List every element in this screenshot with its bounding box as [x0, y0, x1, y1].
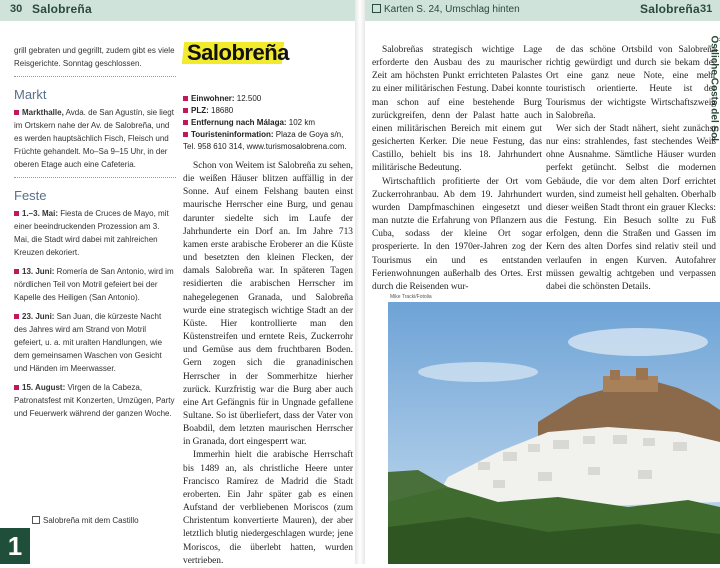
feste-list: [14, 207, 176, 420]
chapter-side-tab: Östliche Costa del Sol: [708, 35, 720, 142]
chapter-marker: 1: [0, 528, 30, 564]
bullet-icon: [183, 120, 188, 125]
page-gutter: [355, 0, 365, 564]
markt-list: [14, 106, 176, 171]
photo-caption: Salobreña mit dem Castillo: [32, 516, 139, 525]
fact-row: PLZ: 18680: [183, 105, 353, 117]
body-paragraph: de das schöne Ortsbild von Salobreña richtig gewürdigt und durch sie bekam der Ort eine ganz neue Note, eine mehr touristisch orientierte. Heute ist der Tourismus der wichtigste Wirtschaftszweig in Salobreña.: [546, 45, 716, 121]
intro-snippet: grill gebraten und gegrillt, zudem gibt es viele Reisgerichte. Sonntag geschlossen.: [14, 46, 175, 68]
markt-heading: Markt: [14, 87, 47, 102]
feste-item: 23. Juni: San Juan, die kürzeste Nacht des Jahres wird am Strand von Motril gefeiert, u. a. mit uralten Handlungen, wie dem gemeinsamen Waschen von Gesicht und Händen im Meerwasser.: [14, 312, 163, 373]
bullet-icon: [14, 110, 19, 115]
bullet-icon: [14, 269, 19, 274]
salobrena-photo: [388, 302, 720, 564]
bullet-icon: [183, 132, 188, 137]
body-paragraph: Schon von Weitem ist Salobreña zu sehen, die weißen Häuser blitzen auffällig in der Sonne. Auf einem Felshang bauten einst maurische Herrscher eine Burg, und genau darunter siedelte sich im Laufe der Jahrhunderte ein Dorf an. Im Jahre 713 kamen erste arabische Eroberer an die Küste und besetzten den kleinen Flecken, der damals Salobreña war. In späteren Tagen residierten die arabischen Herrscher im nahegelegenen Granada, und Salobreña wurde eine strategisch wichtige Stadt an der Küste. Hier kontrollierte man den Küstenstreifen und erntete Reis, Zuckerrohr und Gemüse aus dem fruchtbaren Boden. Gern zogen sich die granadinischen Herrscher in der Sommerhitze hierher zurück. Kurzfristig war die Burg aber auch eine Art Gefängnis für in Ungnade gefallene Sultane. So ist überliefert, dass der Vater von Boabdil, dem letzten maurischen Herrscher in Granada, dort eingesperrt war.: [183, 161, 353, 448]
bullet-icon: [183, 108, 188, 113]
divider: [14, 76, 176, 77]
map-reference: Karten S. 24, Umschlag hinten: [372, 4, 520, 15]
photo-icon: [32, 516, 40, 524]
photo-illustration: [388, 302, 720, 564]
body-column-3: [372, 44, 542, 294]
right-running-title: Salobreña: [640, 2, 700, 16]
fact-row: Touristeninformation: Plaza de Goya s/n, Tel. 958 610 314, www.turismosalobrena.com.: [183, 130, 347, 151]
destination-facts: [183, 93, 353, 153]
feste-item: 13. Juni: Romería de San Antonio, wird im nördlichen Teil von Motril gefeiert bei der Kapelle des Heiligen (San Antonio).: [14, 267, 174, 302]
body-column-2: [183, 160, 353, 568]
feste-item: 15. August: Virgen de la Cabeza, Patronatsfest mit Konzerten, Umzügen, Party und Feuerwerk während der ganzen Woche.: [14, 383, 175, 418]
destination-heading: [183, 40, 353, 68]
feste-heading: Feste: [14, 188, 47, 203]
info-sidebar: [14, 44, 176, 426]
feste-item: 1.–3. Mai: Fiesta de Cruces de Mayo, mit einer beeindruckenden Prozession am 3. Mai, die Stadt wird dabei mit zahlreichen Kreuzen dekoriert.: [14, 209, 169, 257]
left-running-title: Salobreña: [32, 2, 92, 16]
bullet-icon: [183, 96, 188, 101]
body-paragraph: Salobreñas strategisch wichtige Lage erforderte den Ausbau des zu maurischer Zeit am höchsten Punkt errichteten Palastes zu einer militärischen Festung. Dabei konnte man schon auf eine bestehende Burg zurückgreifen, denn der Palast hatte auch einen militärischen Bereich mit einem gut gesicherten Kerker. Die neue Festung, das Castillo, behielt bis ins 18. Jahrhundert militärische Bedeutung.: [372, 45, 542, 174]
fact-row: Einwohner: 12.500: [183, 93, 353, 105]
bullet-icon: [14, 385, 19, 390]
divider: [14, 177, 176, 178]
body-paragraph: Wer sich der Stadt nähert, sieht zunächst nur eins: strahlendes, fast stechendes Weiß ohne Ausnahme. Sämtliche Häuser wurden perfekt getüncht. Selbst die modernen Gebäude, die vor dem alten Dorf errichtet wurden, sind zumeist hell gehalten. Oberhalb dieser weißen Stadt thront ein grauer Klecks: die Festung. Ein Besuch sollte zu Fuß erfolgen, denn die Straßen und Gassen im Kern des alten Dorfes sind relativ steil und verlaufen in engen Kurven. Autofahrer müssen gewaltig achtgeben und verpassen dabei die schönsten Details.: [546, 123, 717, 292]
fact-row: Entfernung nach Málaga: 102 km: [183, 117, 353, 129]
map-icon: [372, 4, 381, 13]
bullet-icon: [14, 314, 19, 319]
left-page-number: 30: [10, 3, 23, 15]
photo-credit: Mike Tracki/Fotolia: [390, 294, 432, 300]
destination-title: Salobreña: [187, 40, 289, 65]
body-paragraph: Immerhin hielt die arabische Herrschaft bis 1489 an, als christliche Heere unter Francisco Ramírez de Madrid die Stadt eroberten. Ein Jahr später gab es einen Aufstand der verbliebenen Moriscos (zum Christentum konvertierte Mauren), der aber letztlich blutig niedergeschlagen wurde; jene Moriscos, die überlebt hatten, wurden vertrieben.: [183, 450, 353, 566]
body-paragraph: Wirtschaftlich profitierte der Ort vom Zuckerrohranbau. Ab dem 19. Jahrhundert wurden Dampfmaschinen eingesetzt und man nutzte die Erfahrung von Pflanzern aus Cuba, sodass der kleine Ort sogar prosperierte. In den 1970er-Jahren zog der Tourismus ein und es entstanden Ferienwohnungen außerhalb des Ortes. Erst durch die Reisenden wur-: [372, 176, 542, 292]
bullet-icon: [14, 211, 19, 216]
body-column-4: [546, 44, 716, 294]
markt-item: Markthalle, Avda. de San Agustín, sie liegt im Ortskern nahe der Av. de Salobreña, und es werden hauptsächlich Fisch, Fleisch und Früchte gehandelt. Mo–Sa 9–15 Uhr, in der oberen Etage auch eine Cafeteria.: [14, 108, 174, 169]
right-page-number: 31: [700, 3, 713, 15]
